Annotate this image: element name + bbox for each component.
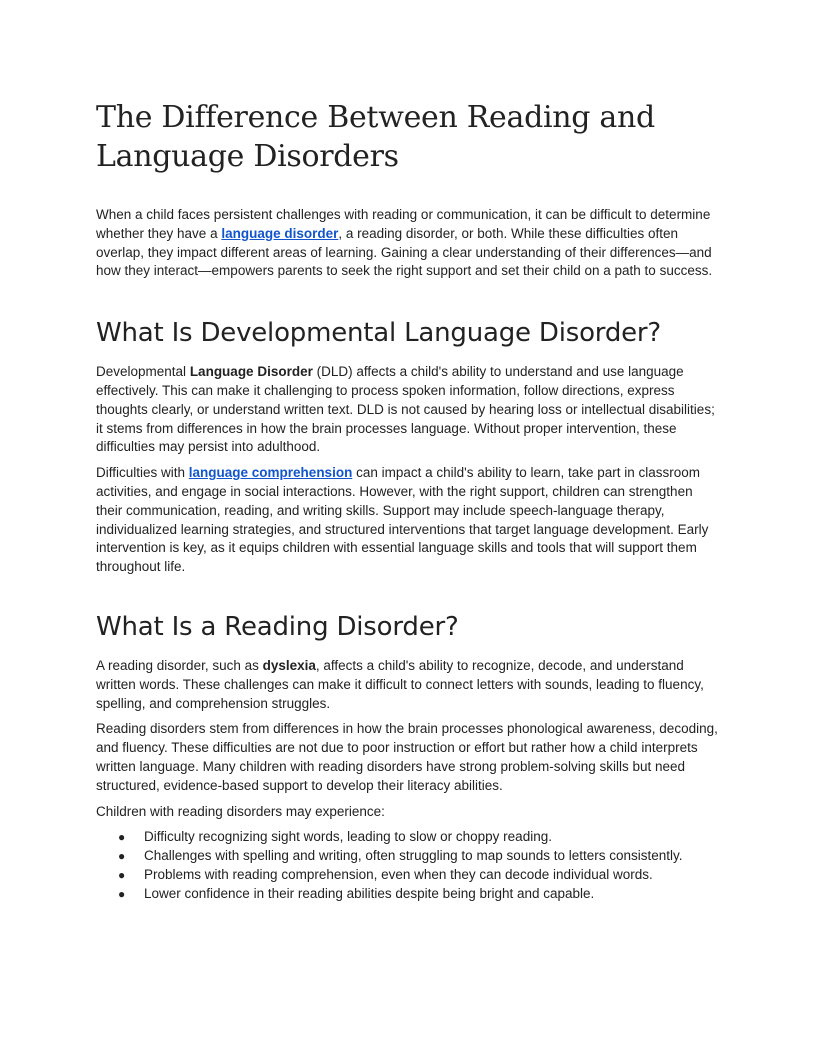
dld-paragraph-2 — [96, 464, 720, 577]
document-body — [96, 98, 720, 904]
bullet-icon: ● — [118, 867, 126, 882]
reading-disorder-heading: What Is a Reading Disorder? — [96, 611, 459, 642]
intro-text-after: , a reading disorder, or both. While these difficulties often overlap, they impact different areas of learning. Gaining a clear understanding of their differences—and how they interact—empowers parents to seek the right support and set their child on a path to success. — [96, 225, 713, 279]
list-item — [96, 847, 720, 866]
dld-p2-after: can impact a child's ability to learn, take part in classroom activities, and engage in social interactions. However, with the right support, children can strengthen their communication, reading, and writing skills. Support may include speech-language therapy, individualized learning strategies, and structured interventions that target language development. Early intervention is key, as it equips children with essential language skills and tools that will support them throughout life. — [96, 465, 709, 575]
list-item-text: Difficulty recognizing sight words, leading to slow or choppy reading. — [144, 829, 552, 845]
reading-p1-after: , affects a child's ability to recognize, decode, and understand written words. These challenges can make it difficult to connect letters with sounds, leading to fluency, spelling, and comprehension struggles. — [96, 657, 704, 711]
list-item-text: Problems with reading comprehension, even when they can decode individual words. — [144, 866, 653, 882]
dld-p1-after: (DLD) affects a child's ability to understand and use language effectively. This can make it challenging to process spoken information, follow directions, express thoughts clearly, or understand written text. DLD is not caused by hearing loss or intellectual disabilities; it stems from differences in how the brain processes language. Without proper intervention, these difficulties may persist into adulthood. — [96, 364, 715, 455]
dld-heading: What Is Developmental Language Disorder? — [96, 318, 662, 349]
list-item — [96, 866, 720, 885]
reading-paragraph-3: Children with reading disorders may experience: — [96, 803, 385, 819]
list-item — [96, 828, 720, 847]
page-title: The Difference Between Reading and Language Disorders — [96, 100, 655, 174]
dld-p1-before: Developmental — [96, 364, 190, 380]
bullet-icon: ● — [118, 886, 126, 901]
dld-paragraph-1 — [96, 363, 720, 457]
language-disorder-link[interactable]: language disorder — [221, 225, 339, 241]
reading-paragraph-1 — [96, 657, 720, 713]
intro-paragraph — [96, 206, 720, 281]
bullet-icon: ● — [118, 849, 126, 864]
reading-paragraph-2: Reading disorders stem from differences in how the brain processes phonological awareness, decoding, and fluency. These difficulties are not due to poor instruction or effort but rather how a child interprets written language. Many children with reading disorders have strong problem-solving skills but need structured, evidence-based support to develop their literacy abilities. — [96, 721, 718, 793]
bullet-icon: ● — [118, 830, 126, 845]
dld-p1-bold: Language Disorder — [189, 364, 313, 380]
language-comprehension-link[interactable]: language comprehension — [188, 465, 353, 481]
symptom-list — [96, 828, 720, 903]
list-item-text: Lower confidence in their reading abilities despite being bright and capable. — [144, 885, 595, 901]
list-item-text: Challenges with spelling and writing, often struggling to map sounds to letters consistently. — [144, 848, 683, 864]
list-item — [96, 885, 720, 904]
reading-p1-before: A reading disorder, such as — [96, 657, 263, 673]
reading-p1-bold: dyslexia — [262, 657, 316, 673]
dld-p2-before: Difficulties with — [96, 465, 189, 481]
intro-text-before: When a child faces persistent challenges with reading or communication, it can be difficult to determine whether they have a — [96, 207, 711, 241]
